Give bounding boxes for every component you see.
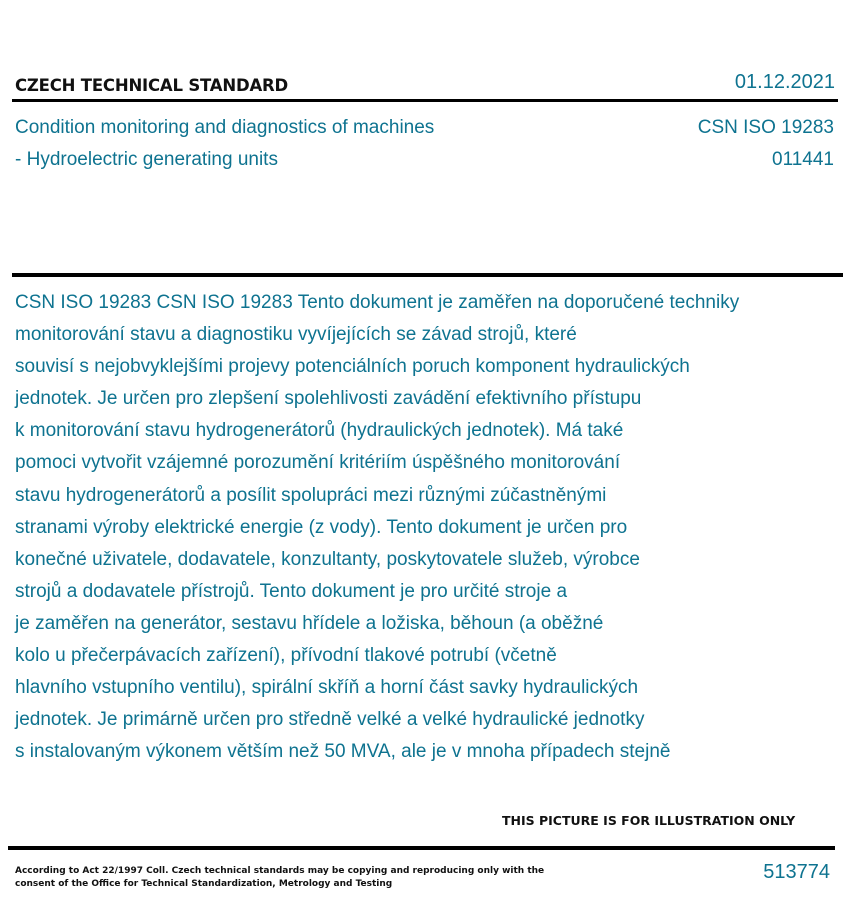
document-abstract bbox=[15, 291, 739, 772]
standard-number: 011441 bbox=[772, 149, 834, 170]
illustration-disclaimer: THIS PICTURE IS FOR ILLUSTRATION ONLY bbox=[502, 813, 796, 828]
abstract-line: monitorování stavu a diagnostiku vyvíjejících se závad strojů, které bbox=[15, 324, 577, 346]
abstract-line: souvisí s nejobvyklejšími projevy potenciálních poruch komponent hydraulických bbox=[15, 356, 690, 378]
abstract-line: stranami výroby elektrické energie (z vody). Tento dokument je určen pro bbox=[15, 516, 628, 538]
document-title-line-2: - Hydroelectric generating units bbox=[15, 149, 278, 170]
title-divider bbox=[12, 273, 843, 277]
abstract-line: konečné uživatele, dodavatele, konzultanty, poskytovatele služeb, výrobce bbox=[15, 548, 640, 570]
standard-type-heading: CZECH TECHNICAL STANDARD bbox=[15, 76, 289, 95]
standard-code: CSN ISO 19283 bbox=[697, 117, 834, 138]
abstract-line: kolo u přečerpávacích zařízení), přívodní tlakové potrubí (včetně bbox=[15, 645, 557, 667]
abstract-line: hlavního vstupního ventilu), spirální skříň a horní část savky hydraulických bbox=[15, 677, 639, 699]
footer-divider bbox=[8, 846, 835, 850]
abstract-line: strojů a dodavatele přístrojů. Tento dokument je pro určité stroje a bbox=[15, 580, 568, 602]
document-title-line-1: Condition monitoring and diagnostics of machines bbox=[15, 117, 435, 138]
document-id: 513774 bbox=[763, 861, 830, 883]
abstract-line: je zaměřen na generátor, sestavu hřídele a ložiska, běhoun (a oběžné bbox=[15, 612, 604, 634]
abstract-line: s instalovaným výkonem větším než 50 MVA, ale je v mnoha případech stejně bbox=[15, 741, 671, 763]
abstract-line: stavu hydrogenerátorů a posílit spolupráci mezi různými zúčastněnými bbox=[15, 484, 607, 506]
abstract-line: CSN ISO 19283 CSN ISO 19283 Tento dokument je zaměřen na doporučené techniky bbox=[15, 292, 740, 313]
abstract-line: pomoci vytvořit vzájemné porozumění kritériím úspěšného monitorování bbox=[15, 452, 621, 474]
abstract-line: k monitorování stavu hydrogenerátorů (hydraulických jednotek). Má také bbox=[15, 420, 624, 442]
abstract-line: jednotek. Je primárně určen pro středně velké a velké hydraulické jednotky bbox=[15, 709, 645, 731]
header-divider bbox=[12, 99, 838, 102]
copyright-notice: According to Act 22/1997 Coll. Czech technical standards may be copying and reproducing only with the consent of the Office for Technical Standardization, Metrology and Testing bbox=[15, 866, 545, 889]
abstract-line: jednotek. Je určen pro zlepšení spolehlivosti zavádění efektivního přístupu bbox=[15, 388, 642, 410]
publication-date: 01.12.2021 bbox=[734, 71, 835, 93]
